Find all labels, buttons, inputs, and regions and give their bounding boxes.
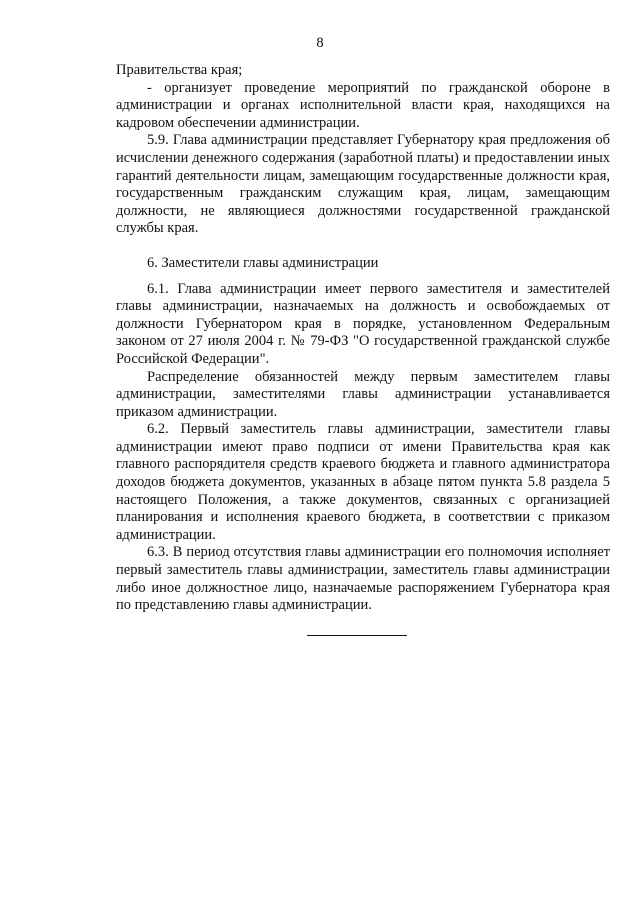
paragraph-6-3: 6.3. В период отсутствия главы администрации его полномочия исполняет первый заместитель главы администрации, заместитель главы администрации либо иное должностное лицо, назначаемые распоряжением Губернатора края по представлению главы администрации. — [116, 544, 610, 614]
document-body — [116, 62, 610, 615]
paragraph-6-1: 6.1. Глава администрации имеет первого заместителя и заместителей главы администрации, назначаемых на должность и освобождаемых от должности Губернатором края в порядке, установленном Федеральным законом от 27 июля 2004 г. № 79-ФЗ "О государственной гражданской службе Российской Федерации". — [116, 280, 610, 367]
paragraph-6-2: 6.2. Первый заместитель главы администрации, заместители главы администрации имеют право подписи от имени Правительства края как главного распорядителя средств краевого бюджета и главного администратора доходов бюджета документов, указанных в абзаце пятом пункта 5.8 раздела 5 настоящего Положения, а также документов, связанных с организацией планирования и исполнения краевого бюджета, в соответствии с приказом администрации. — [116, 421, 610, 543]
page-number: 8 — [316, 35, 324, 51]
end-of-document-rule — [307, 635, 407, 636]
paragraph-5-9: 5.9. Глава администрации представляет Губернатору края предложения об исчислении денежного содержания (заработной платы) и предоставлении иных гарантий деятельности лицам, замещающим государственные должности края, государственным гражданским служащим края, лицам, замещающим должности, не являющиеся должностями государственной гражданской службы края. — [116, 132, 610, 237]
paragraph-6-1-distribution: Распределение обязанностей между первым заместителем главы администрации, заместителями главы администрации устанавливается приказом администрации. — [116, 368, 610, 420]
section-6-heading: 6. Заместители главы администрации — [147, 254, 379, 271]
paragraph-continuation: Правительства края; — [116, 62, 243, 78]
paragraph-civil-defense-item: - организует проведение мероприятий по гражданской обороне в администрации и органах исполнительной власти края, находящихся на кадровом обеспечении администрации. — [116, 79, 610, 131]
